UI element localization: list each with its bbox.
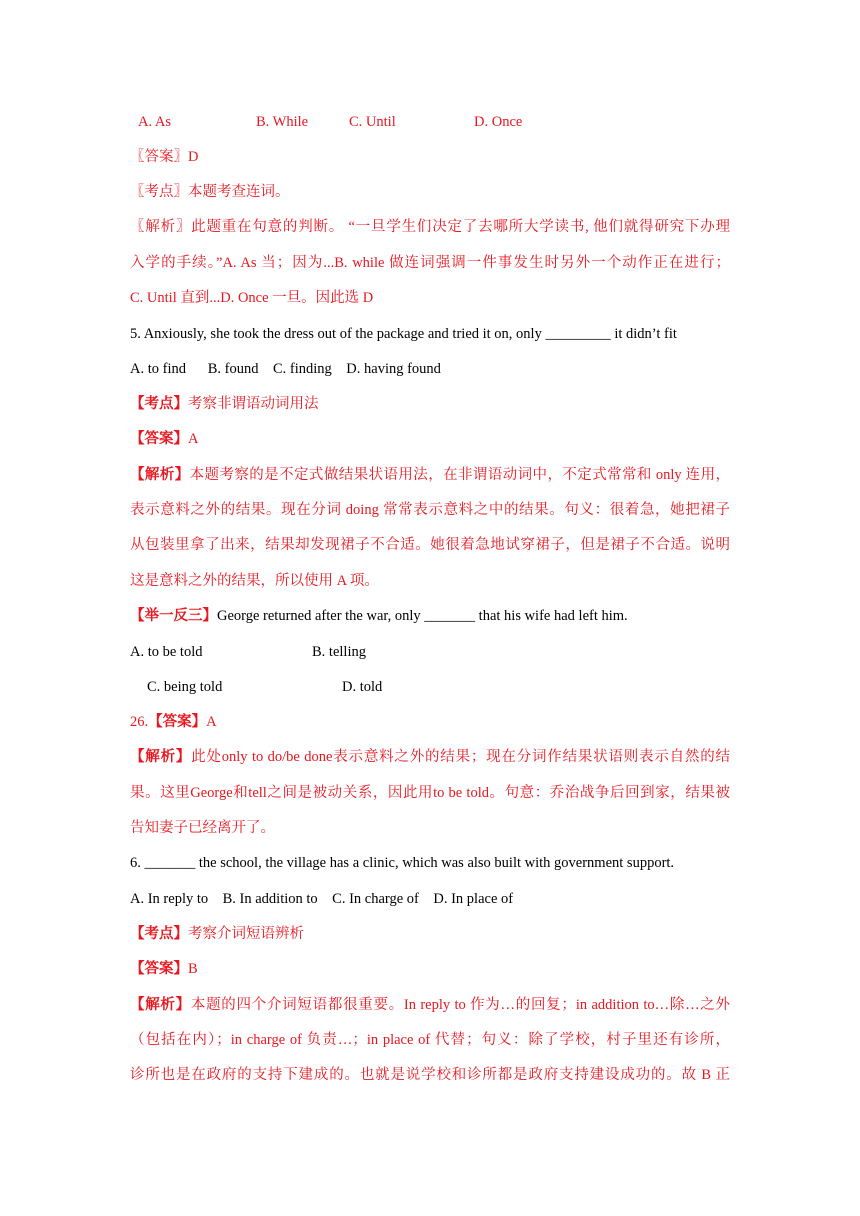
q6-point-text: 考察介词短语辨析 [188, 926, 304, 942]
q5-extra-analysis-line-3: 告知妻子已经离开了。 [130, 820, 275, 836]
q6-analysis-line-2: （包括在内）；in charge of 负责…；in place of 代替；句义：除了学校，村子里还有诊所， [130, 1032, 730, 1048]
q5-extra-analysis-line-2: 果。这里George和tell之间是被动关系，因此用to be told。句意：乔治战争后回到家，结果被 [130, 785, 730, 801]
q5-extra-analysis-text-1: 此处only to do/be done表示意料之外的结果；现在分词作结果状语则表示自然的结 [191, 749, 730, 765]
q5-point-tag: 【考点】 [130, 396, 188, 412]
q4-analysis-line-2: 入学的手续。”A. As 当；因为...B. while 做连词强调一件事发生时另外一个动作正在进行； [130, 255, 730, 271]
q6-options: A. In reply to B. In addition to C. In charge of D. In place of [130, 891, 514, 907]
q5-answer-text: A [188, 431, 199, 447]
q4-point: 〖考点〗本题考查连词。 [130, 184, 290, 200]
q5-extra-tag: 【举一反三】 [130, 608, 217, 624]
q6-point-tag: 【考点】 [130, 926, 188, 942]
q5-extra-option-b: B. telling [312, 644, 366, 660]
q4-option-c: C. Until [349, 114, 396, 130]
q5-analysis-line-3: 从包装里拿了出来，结果却发现裙子不合适。她很着急地试穿裙子，但是裙子不合适。说明 [130, 537, 730, 553]
q6-analysis-tag: 【解析】 [130, 997, 191, 1013]
q4-option-a: A. As [138, 114, 172, 130]
q5-point-text: 考察非谓语动词用法 [188, 396, 319, 412]
q5-analysis-line-1 [130, 465, 730, 485]
q6-analysis-line-3: 诊所也是在政府的支持下建成的。也就是说学校和诊所都是政府支持建设成功的。故 B 正 [130, 1067, 730, 1083]
q5-extra-question-text: George returned after the war, only _______ that his wife had left him. [217, 608, 628, 624]
q5-extra-question [130, 606, 730, 626]
q6-analysis-text-1: 本题的四个介词短语都很重要。In reply to 作为…的回复；in addition to…除…之外 [190, 997, 731, 1013]
q5-question: 5. Anxiously, she took the dress out of the package and tried it on, only _________ it didn’t fit [130, 326, 677, 342]
q6-answer-text: B [188, 961, 198, 977]
q6-answer-tag: 【答案】 [130, 961, 188, 977]
q5-point [130, 394, 730, 414]
q5-extra-option-c: C. being told [147, 679, 223, 695]
q5-extra-option-d: D. told [342, 679, 383, 695]
q6-point [130, 924, 730, 944]
q5-extra-answer-num: 26. [130, 714, 149, 730]
q6-question: 6. _______ the school, the village has a clinic, which was also built with government support. [130, 855, 675, 871]
q5-analysis-line-2: 表示意料之外的结果。现在分词 doing 常常表示意料之中的结果。句义：很着急，她把裙子 [130, 502, 730, 518]
q5-extra-option-a: A. to be told [130, 644, 203, 660]
q5-extra-analysis-line-1 [130, 747, 730, 767]
q5-answer [130, 429, 730, 449]
q5-extra-answer [130, 712, 730, 732]
q4-analysis-line-3: C. Until 直到...D. Once 一旦。因此选 D [130, 290, 374, 306]
q5-extra-answer-tag: 【答案】 [148, 714, 207, 730]
q4-option-b: B. While [256, 114, 309, 130]
q5-extra-analysis-tag: 【解析】 [130, 749, 192, 765]
q5-answer-tag: 【答案】 [130, 431, 188, 447]
q5-analysis-tag: 【解析】 [130, 467, 190, 483]
q5-extra-answer-text: A [206, 714, 217, 730]
q5-analysis-text-1: 本题考察的是不定式做结果状语用法，在非谓语动词中，不定式常常和 only 连用， [189, 467, 730, 483]
q6-analysis-line-1 [130, 995, 730, 1015]
q6-answer [130, 959, 730, 979]
q5-options: A. to find B. found C. finding D. having found [130, 361, 441, 377]
q4-analysis-line-1: 〖解析〗此题重在句意的判断。 “一旦学生们决定了去哪所大学读书, 他们就得研究下办理 [130, 219, 730, 235]
q4-option-d: D. Once [474, 114, 523, 130]
q4-answer: 〖答案〗D [130, 149, 199, 165]
q5-analysis-line-4: 这是意料之外的结果，所以使用 A 项。 [130, 573, 379, 589]
